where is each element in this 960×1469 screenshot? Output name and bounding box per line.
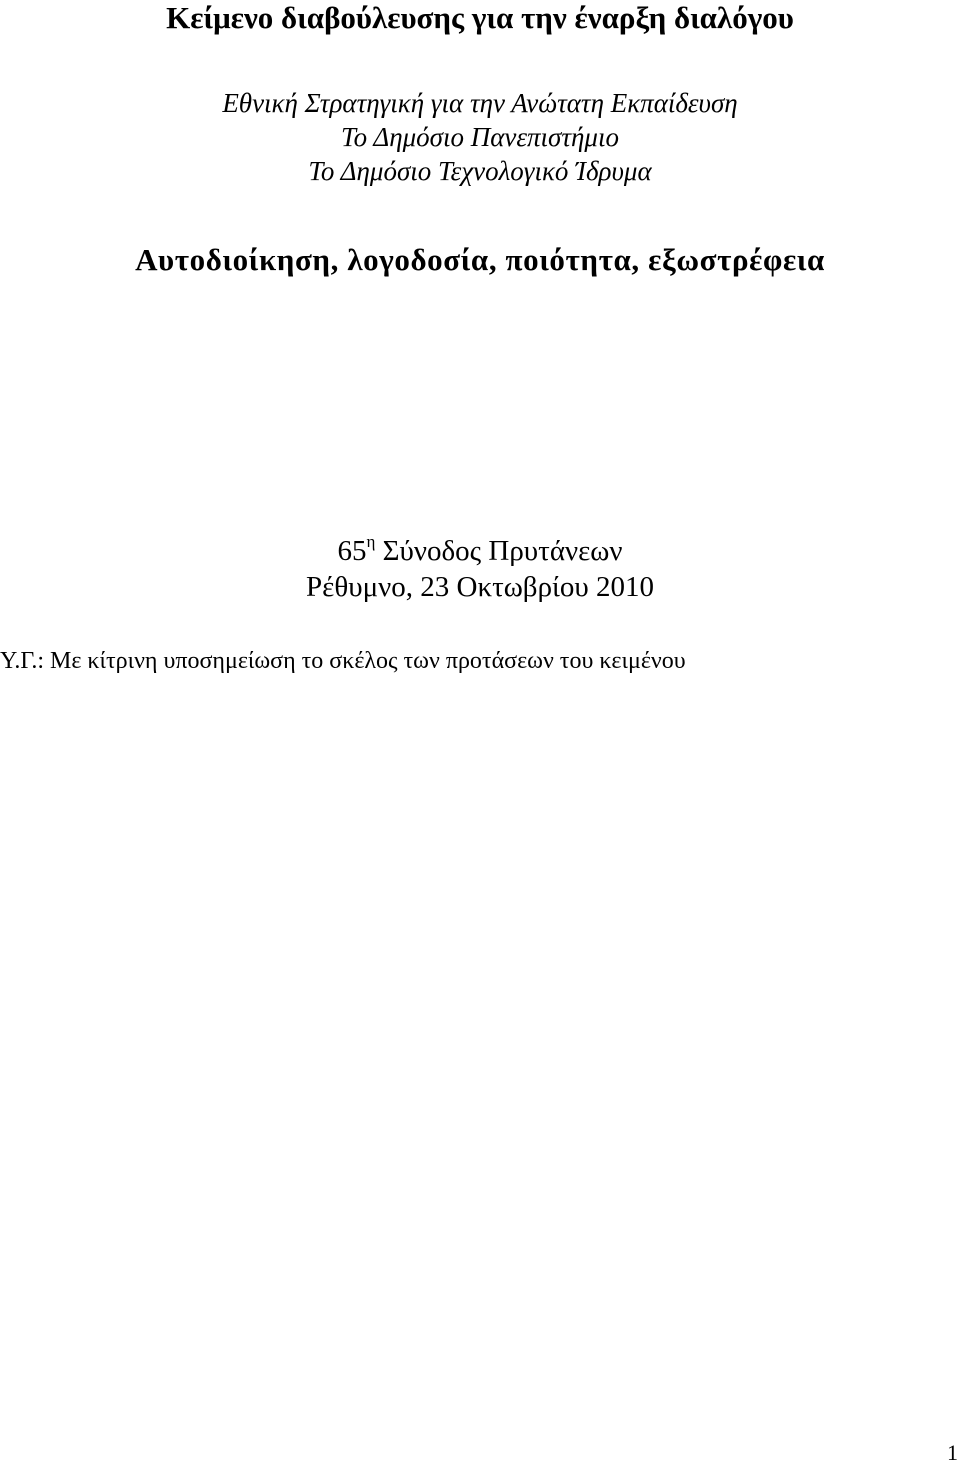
meeting-name: Σύνοδος Πρυτάνεων — [382, 535, 623, 567]
strategy-line-national: Εθνική Στρατηγική για την Ανώτατη Εκπαίδευση — [222, 88, 738, 118]
document-title: Κείμενο διαβούλευσης για την έναρξη διαλόγου — [166, 0, 794, 35]
meeting-info-block — [0, 533, 960, 605]
page-number: 1 — [947, 1440, 958, 1465]
strategy-line-university: Το Δημόσιο Πανεπιστήμιο — [341, 122, 619, 152]
strategy-heading-block — [0, 86, 960, 188]
meeting-place-date: Ρέθυμνο, 23 Οκτωβρίου 2010 — [306, 571, 654, 603]
postscript-note: Υ.Γ.: Με κίτρινη υποσημείωση το σκέλος των προτάσεων του κειμένου — [0, 648, 686, 674]
meeting-ordinal-suffix: η — [366, 532, 376, 551]
strategy-line-technological: Το Δημόσιο Τεχνολογικό Ίδρυμα — [308, 156, 652, 186]
meeting-number: 65 — [337, 535, 367, 567]
meeting-title-line — [0, 533, 960, 569]
document-subtitle: Αυτοδιοίκηση, λογοδοσία, ποιότητα, εξωστρέφεια — [135, 242, 825, 277]
